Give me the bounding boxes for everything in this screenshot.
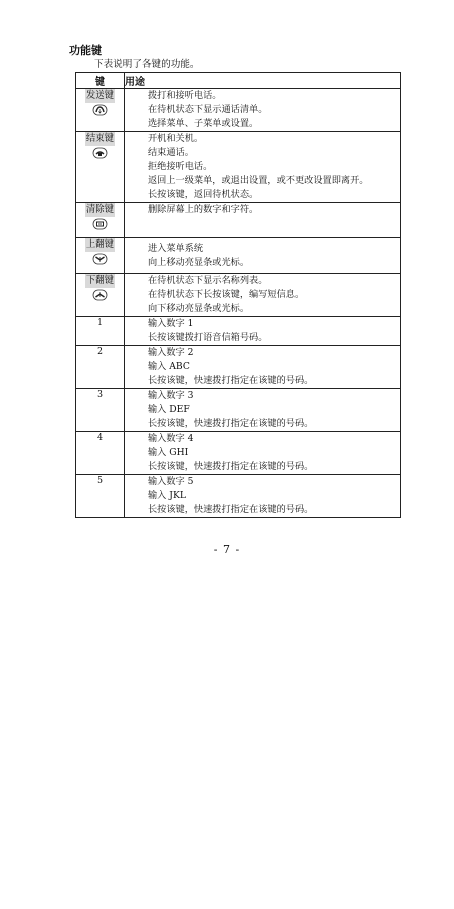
- usage-line: 返回上一级菜单，或退出设置，或不更改设置即离开。: [148, 175, 369, 186]
- usage-line: 长按该键，快速拨打指定在该键的号码。: [148, 418, 314, 429]
- key-label-end: 结束键: [85, 133, 115, 144]
- usage-line: 在待机状态下显示通话清单。: [148, 104, 268, 115]
- usage-line: 长按该键拨打语音信箱号码。: [148, 332, 268, 343]
- function-keys-table: [75, 72, 401, 518]
- table-row: [76, 475, 401, 518]
- usage-line: 拨打和接听电话。: [148, 90, 222, 101]
- table-row: [76, 274, 401, 317]
- key-cell-4: 4: [76, 432, 125, 475]
- page-number: - 7 -: [213, 543, 241, 556]
- usage-line: 输入 DEF: [148, 404, 190, 415]
- usage-cell: [125, 475, 401, 518]
- usage-cell: [125, 317, 401, 346]
- table-row: [76, 317, 401, 346]
- key-cell: [76, 238, 125, 274]
- usage-cell: [125, 432, 401, 475]
- usage-line: 在待机状态下长按该键，编写短信息。: [148, 289, 305, 300]
- usage-line: 输入数字 3: [148, 390, 194, 401]
- key-cell: [76, 274, 125, 317]
- table-row: [76, 389, 401, 432]
- key-cell-2: 2: [76, 346, 125, 389]
- usage-cell: [125, 274, 401, 317]
- usage-line: 在待机状态下显示名称列表。: [148, 275, 268, 286]
- table-row: [76, 238, 401, 274]
- usage-cell: [125, 89, 401, 132]
- table-row: [76, 132, 401, 203]
- key-label-clear: 清除键: [85, 204, 115, 215]
- intro-text: 下表说明了各键的功能。: [94, 59, 200, 70]
- table-header-row: [76, 73, 401, 89]
- table-row: [76, 89, 401, 132]
- usage-line: 向上移动亮显条或光标。: [148, 256, 250, 268]
- usage-line: 长按该键，快速拨打指定在该键的号码。: [148, 504, 314, 515]
- down-icon: [92, 289, 108, 301]
- usage-cell: [125, 389, 401, 432]
- usage-line: 输入数字 2: [148, 347, 194, 358]
- usage-cell: [125, 238, 401, 274]
- table-row: [76, 346, 401, 389]
- usage-line: 输入数字 5: [148, 476, 194, 487]
- clear-icon: [92, 218, 108, 230]
- usage-line: 长按该键，返回待机状态。: [148, 189, 259, 200]
- header-usage: 用途: [125, 73, 401, 89]
- key-cell: [76, 132, 125, 203]
- key-label-down: 下翻键: [85, 275, 115, 286]
- key-cell: [76, 89, 125, 132]
- usage-line: 进入菜单系统: [148, 242, 204, 254]
- usage-line: 输入 ABC: [148, 361, 190, 372]
- section-title: 功能键: [69, 44, 102, 57]
- usage-line: 选择菜单、子菜单或设置。: [148, 118, 259, 129]
- usage-cell: [125, 346, 401, 389]
- key-label-up: 上翻键: [85, 239, 115, 250]
- usage-line: 结束通话。: [148, 147, 194, 158]
- usage-line: 输入数字 1: [148, 318, 194, 329]
- key-cell-5: 5: [76, 475, 125, 518]
- table-row: [76, 203, 401, 238]
- usage-cell: [125, 132, 401, 203]
- usage-line: 长按该键，快速拨打指定在该键的号码。: [148, 375, 314, 386]
- key-label-send: 发送键: [85, 90, 115, 101]
- usage-line: 输入 GHI: [148, 447, 189, 458]
- usage-line: 删除屏幕上的数字和字符。: [148, 204, 259, 215]
- usage-line: 开机和关机。: [148, 133, 204, 144]
- send-icon: [92, 104, 108, 116]
- header-key: 键: [76, 73, 125, 89]
- usage-line: 拒绝接听电话。: [148, 161, 213, 172]
- table-row: [76, 432, 401, 475]
- usage-line: 输入 JKL: [148, 490, 186, 501]
- end-icon: [92, 147, 108, 159]
- key-cell-3: 3: [76, 389, 125, 432]
- usage-line: 向下移动亮显条或光标。: [148, 303, 250, 314]
- up-icon: [92, 253, 108, 265]
- key-cell: [76, 203, 125, 238]
- key-cell-1: 1: [76, 317, 125, 346]
- usage-line: 长按该键，快速拨打指定在该键的号码。: [148, 461, 314, 472]
- usage-line: 输入数字 4: [148, 433, 194, 444]
- usage-cell: [125, 203, 401, 238]
